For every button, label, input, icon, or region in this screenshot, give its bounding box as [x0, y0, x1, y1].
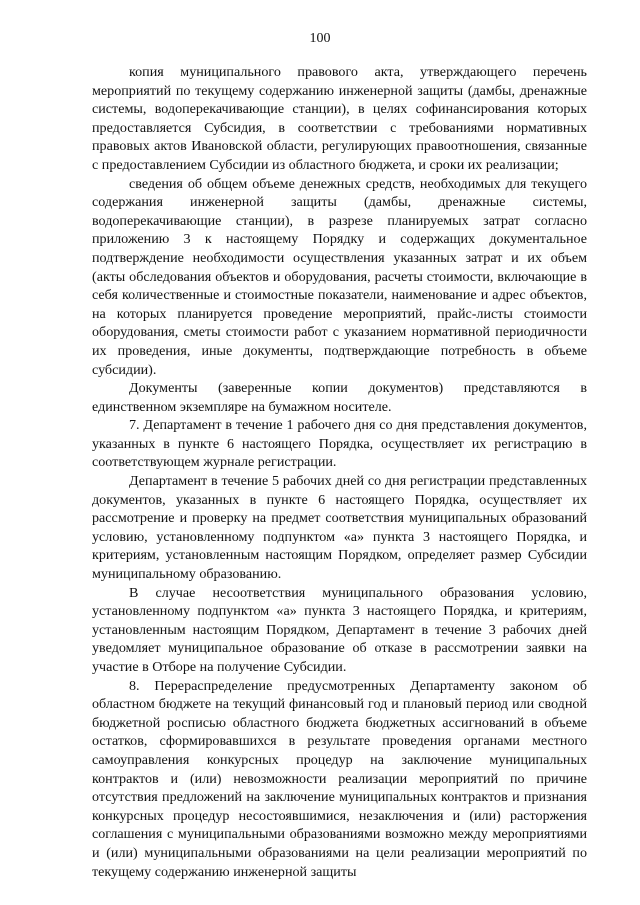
paragraph-clause-7-registration: 7. Департамент в течение 1 рабочего дня со дня представления документов, указанных в пункте 6 настоящего Порядка, осуществляет их регистрацию в соответствующем журнале регистрации. — [92, 417, 587, 471]
document-body — [92, 63, 587, 881]
paragraph-municipal-act-copy: копия муниципального правового акта, утверждающего перечень мероприятий по текущему содержанию инженерной защиты (дамбы, дренажные системы, водоперекачивающие станции), в целях софинансирования которых предоставляется Субсидия, в соответствии с требованиями нормативных правовых актов Ивановской области, регулирующих правоотношения, связанные с предоставлением Субсидии из областного бюджета, и сроки их реализации; — [92, 64, 587, 173]
paragraph-rejection-notice: В случае несоответствия муниципального образования условию, установленному подпунктом «а» пункта 3 настоящего Порядка, и критериям, установленным настоящим Порядком, Департамент в течение 3 рабочих дней уведомляет муниципальное образование об отказе в рассмотрении заявки на участие в Отборе на получение Субсидии. — [92, 584, 587, 675]
page-number: 100 — [309, 31, 331, 46]
paragraph-review-period: Департамент в течение 5 рабочих дней со дня регистрации представленных документов, указанных в пункте 6 настоящего Порядка, осуществляет их рассмотрение и проверку на предмет соответствия муниципальных образований условию, установленному подпунктом «а» пункта 3 настоящего Порядка, и критериям, установленным настоящим Порядком, определяет размер Субсидии муниципальному образованию. — [92, 473, 587, 583]
paragraph-document-copies: Документы (заверенные копии документов) представляются в единственном экземпляре на бумажном носителе. — [92, 380, 587, 415]
paragraph-funding-information: сведения об общем объеме денежных средств, необходимых для текущего содержания инженерной защиты (дамбы, дренажные системы, водоперекачивающие станции), в разрезе планируемых затрат согласно приложению 3 к настоящему Порядку и содержащих документальное подтверждение необходимости осуществления указанных затрат и их объем (акты обследования объектов и оборудования, расчеты стоимости, включающие в себя количественные и стоимостные показатели, наименование и адрес объектов, на которых планируется проведение мероприятий, прайс-листы стоимости оборудования, сметы стоимости работ с указанием нормативной периодичности их проведения, иные документы, подтверждающие потребность в объеме субсидии). — [92, 175, 587, 378]
paragraph-clause-8-redistribution: 8. Перераспределение предусмотренных Департаменту законом об областном бюджете на текущий финансовый год и плановый период или сводной бюджетной росписью областного бюджета бюджетных ассигнований в объеме остатков, сформировавшихся в результате проведения органами местного самоуправления конкурсных процедур на заключение муниципальных контрактов и (или) невозможности реализации мероприятий по причине отсутствия предложений на заключение муниципальных контрактов и признания конкурсных процедур несостоявшимися, незаключения и (или) расторжения соглашения с муниципальными образованиями возможно между мероприятиями и (или) муниципальными образованиями на цели реализации мероприятий по текущему содержанию инженерной защиты — [92, 677, 587, 880]
